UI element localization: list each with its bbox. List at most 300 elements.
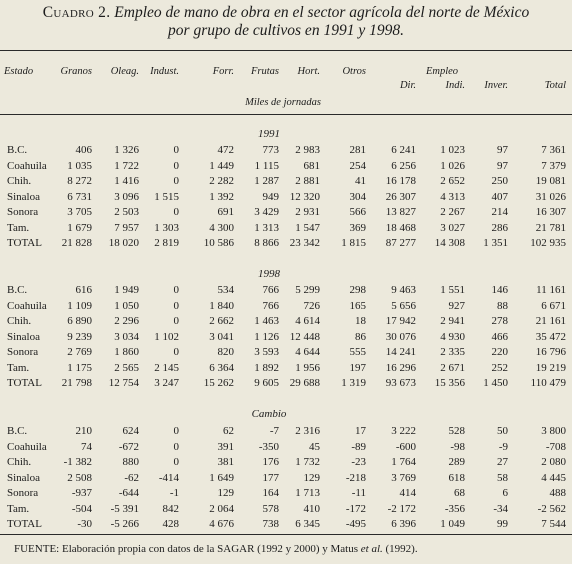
table-row — [0, 236, 572, 250]
state-cell: Coahuila — [7, 299, 47, 312]
cell-empleo-indi: 3 027 — [440, 221, 465, 234]
cell-inver: 214 — [491, 206, 508, 218]
cell-total: 488 — [549, 487, 566, 499]
cell-hort: 23 342 — [289, 237, 320, 249]
cell-inver: 220 — [491, 346, 508, 358]
cell-otros: -11 — [351, 487, 366, 499]
header-frutas: Frutas — [250, 66, 279, 77]
state-cell: Sonora — [7, 206, 39, 218]
header-dir: Dir. — [399, 80, 416, 91]
cell-total: 110 479 — [530, 377, 566, 389]
state-cell: B.C. — [7, 284, 28, 296]
cell-frutas: 949 — [262, 190, 279, 203]
cell-otros: 566 — [349, 206, 366, 218]
cell-indust: 842 — [162, 502, 179, 515]
cell-empleo-dir: 18 468 — [385, 221, 416, 234]
cell-empleo-dir: 17 942 — [385, 315, 416, 327]
cell-frutas: 177 — [262, 471, 279, 484]
cell-granos: 1 175 — [67, 361, 92, 374]
cell-forr: 1 649 — [209, 471, 234, 484]
state-cell: Chih. — [7, 175, 32, 187]
cell-forr: 391 — [217, 440, 234, 453]
header-hort: Hort. — [297, 66, 320, 77]
cell-hort: 29 688 — [289, 377, 320, 389]
cell-hort: 4 644 — [295, 346, 320, 358]
cell-indust: 0 — [173, 159, 179, 172]
cell-frutas: 3 429 — [254, 206, 279, 218]
table-row — [0, 455, 572, 469]
cell-hort: 6 345 — [295, 518, 320, 530]
cell-granos: -504 — [71, 502, 92, 515]
cell-forr: 534 — [217, 284, 234, 296]
cell-otros: 254 — [349, 159, 366, 172]
cell-total: 16 796 — [535, 346, 566, 358]
cell-frutas: 1 892 — [254, 361, 279, 374]
header-total: Total — [544, 80, 566, 91]
table-title: Empleo de mano de obra en el sector agrícola del norte de México — [114, 4, 530, 21]
cell-frutas: 1 313 — [254, 221, 279, 234]
cell-empleo-indi: 2 652 — [440, 175, 465, 187]
cell-inver: 1 351 — [483, 237, 508, 249]
table-row — [0, 205, 572, 219]
table-row — [0, 486, 572, 500]
table-row — [0, 299, 572, 313]
cell-oleag: 1 326 — [114, 144, 139, 156]
cell-granos: 210 — [75, 425, 92, 437]
cell-empleo-indi: 2 671 — [440, 361, 465, 374]
cell-indust: 0 — [173, 440, 179, 453]
cell-forr: 6 364 — [209, 361, 234, 374]
state-cell: TOTAL — [7, 377, 42, 389]
cell-forr: 4 300 — [209, 221, 234, 234]
cell-empleo-indi: 14 308 — [434, 237, 465, 249]
cell-hort: 1 956 — [295, 361, 320, 374]
state-cell: Sinaloa — [7, 330, 40, 343]
footnote-suffix: (1992). — [382, 543, 418, 555]
cell-granos: 1 109 — [67, 299, 92, 312]
cell-granos: 1 035 — [67, 159, 92, 172]
section-year: Cambio — [251, 408, 287, 420]
cell-empleo-indi: 68 — [454, 487, 465, 499]
cell-inver: 58 — [497, 471, 508, 484]
table-row — [0, 424, 572, 438]
cell-total: 2 080 — [541, 456, 566, 468]
header-oleag: Oleag. — [110, 66, 139, 77]
cell-frutas: 1 287 — [254, 175, 279, 187]
cell-inver: 146 — [491, 284, 508, 296]
cell-granos: 2 769 — [67, 346, 92, 358]
cell-oleag: 1 050 — [114, 299, 139, 312]
cell-frutas: 9 605 — [254, 377, 279, 389]
cell-forr: 2 282 — [209, 175, 234, 187]
cell-total: 31 026 — [535, 190, 566, 203]
cell-frutas: 766 — [262, 299, 279, 312]
cell-frutas: 1 126 — [254, 330, 279, 343]
table-label: Cuadro 2. — [42, 4, 111, 21]
cell-hort: 681 — [303, 159, 320, 172]
cell-inver: 6 — [502, 487, 508, 499]
cell-indust: -414 — [158, 471, 179, 484]
cell-hort: 12 320 — [289, 190, 320, 203]
cell-otros: 1 319 — [341, 377, 366, 389]
cell-oleag: 624 — [122, 425, 139, 437]
cell-empleo-dir: 87 277 — [385, 237, 416, 249]
cell-granos: 21 798 — [61, 377, 92, 389]
bottom-rule — [0, 534, 572, 535]
source-footnote — [14, 542, 418, 556]
cell-inver: 278 — [491, 315, 508, 327]
cell-otros: 304 — [349, 190, 366, 203]
cell-forr: 10 586 — [203, 237, 234, 249]
state-cell: B.C. — [7, 425, 28, 437]
cell-oleag: 1 949 — [114, 284, 139, 296]
cell-granos: 6 890 — [67, 315, 92, 327]
header-empleo: Empleo — [425, 66, 459, 77]
cell-indust: 1 102 — [154, 330, 179, 343]
cell-granos: 2 508 — [67, 471, 92, 484]
cell-indust: 428 — [162, 518, 179, 530]
cell-forr: 1 449 — [209, 159, 234, 172]
cell-empleo-dir: 16 178 — [385, 175, 416, 187]
cell-indust: 2 145 — [154, 361, 179, 374]
header-inver: Inver. — [484, 80, 508, 91]
table-title-line-1 — [0, 3, 572, 23]
header-units: Miles de jornadas — [245, 97, 321, 108]
cell-empleo-indi: 1 551 — [440, 284, 465, 296]
cell-inver: 97 — [497, 144, 508, 156]
cell-hort: 410 — [303, 502, 320, 515]
cell-empleo-dir: 3 222 — [391, 425, 416, 437]
cell-otros: -495 — [345, 518, 366, 530]
cell-empleo-indi: 289 — [448, 456, 465, 468]
cell-empleo-dir: 26 307 — [385, 190, 416, 203]
cell-frutas: 176 — [262, 456, 279, 468]
cell-hort: 1 713 — [295, 487, 320, 499]
cell-indust: 0 — [173, 456, 179, 468]
table-row — [0, 174, 572, 188]
cell-hort: 2 983 — [295, 144, 320, 156]
cell-indust: -1 — [169, 487, 179, 499]
table-row — [0, 283, 572, 297]
table-row — [0, 143, 572, 157]
cell-empleo-dir: 14 241 — [385, 346, 416, 358]
header-indi: Indi. — [445, 80, 465, 91]
cell-empleo-indi: -356 — [444, 502, 465, 515]
cell-total: 16 307 — [535, 206, 566, 218]
footnote-prefix: FUENTE: Elaboración propia con datos de la SAGAR (1992 y 2000) y Matus — [14, 543, 361, 555]
cell-total: -708 — [545, 440, 566, 453]
cell-indust: 3 247 — [154, 377, 179, 389]
cell-granos: 8 272 — [67, 175, 92, 187]
cell-empleo-indi: -98 — [450, 440, 465, 453]
cell-oleag: -62 — [124, 471, 139, 484]
cell-empleo-indi: 528 — [448, 425, 465, 437]
cell-oleag: -672 — [118, 440, 139, 453]
cell-oleag: 2 565 — [114, 361, 139, 374]
cell-indust: 0 — [173, 206, 179, 218]
cell-granos: 74 — [81, 440, 92, 453]
cell-total: 35 472 — [535, 330, 566, 343]
cell-indust: 0 — [173, 175, 179, 187]
section-year: 1991 — [258, 128, 280, 140]
cell-otros: -218 — [345, 471, 366, 484]
cell-oleag: 2 503 — [114, 206, 139, 218]
state-cell: Sonora — [7, 346, 39, 358]
cell-forr: 381 — [217, 456, 234, 468]
state-cell: Tam. — [7, 221, 30, 234]
cell-inver: -34 — [493, 502, 508, 515]
cell-indust: 0 — [173, 144, 179, 156]
cell-oleag: 3 096 — [114, 190, 139, 203]
cell-hort: 2 881 — [295, 175, 320, 187]
cell-inver: 252 — [491, 361, 508, 374]
cell-empleo-indi: 4 930 — [440, 330, 465, 343]
cell-empleo-indi: 1 023 — [440, 144, 465, 156]
top-rule — [0, 50, 572, 51]
cell-total: 11 161 — [536, 284, 566, 296]
cell-total: 4 445 — [541, 471, 566, 484]
cell-oleag: 3 034 — [114, 330, 139, 343]
cell-oleag: -5 266 — [110, 518, 139, 530]
state-cell: Sonora — [7, 487, 39, 499]
cell-hort: 129 — [303, 471, 320, 484]
state-cell: Tam. — [7, 502, 30, 515]
cell-frutas: -7 — [269, 425, 279, 437]
cell-indust: 2 819 — [154, 237, 179, 249]
cell-hort: 12 448 — [289, 330, 320, 343]
cell-granos: -30 — [77, 518, 92, 530]
cell-otros: -23 — [351, 456, 366, 468]
cell-oleag: 18 020 — [108, 237, 139, 249]
cell-inver: 97 — [497, 159, 508, 172]
cell-total: 21 161 — [535, 315, 566, 327]
cell-empleo-indi: 1 026 — [440, 159, 465, 172]
table-row — [0, 221, 572, 235]
cell-frutas: 766 — [262, 284, 279, 296]
header-indust: Indust. — [150, 66, 179, 77]
state-cell: B.C. — [7, 144, 28, 156]
cell-empleo-dir: 13 827 — [385, 206, 416, 218]
cell-otros: -172 — [345, 502, 366, 515]
cell-oleag: 1 860 — [114, 346, 139, 358]
cell-empleo-dir: -2 172 — [387, 502, 416, 515]
cell-frutas: -350 — [258, 440, 279, 453]
cell-inver: 250 — [491, 175, 508, 187]
cell-frutas: 8 866 — [254, 237, 279, 249]
cell-inver: 286 — [491, 221, 508, 234]
cell-indust: 0 — [173, 315, 179, 327]
cell-empleo-indi: 927 — [448, 299, 465, 312]
cell-empleo-dir: 414 — [399, 487, 416, 499]
cell-forr: 129 — [217, 487, 234, 499]
cell-granos: 616 — [75, 284, 92, 296]
cell-frutas: 1 115 — [254, 159, 279, 172]
cell-granos: 6 731 — [67, 190, 92, 203]
cell-indust: 1 515 — [154, 190, 179, 203]
cell-oleag: 7 957 — [114, 221, 139, 234]
table-row — [0, 361, 572, 375]
table-row — [0, 471, 572, 485]
cell-empleo-dir: 93 673 — [385, 377, 416, 389]
cell-empleo-indi: 15 356 — [434, 377, 465, 389]
cell-total: 6 671 — [541, 299, 566, 312]
cell-total: 7 379 — [541, 159, 566, 172]
cell-otros: 41 — [355, 175, 366, 187]
table-row — [0, 345, 572, 359]
table-row — [0, 314, 572, 328]
cell-frutas: 3 593 — [254, 346, 279, 358]
cell-otros: 555 — [349, 346, 366, 358]
cell-hort: 5 299 — [295, 284, 320, 296]
cell-otros: 86 — [355, 330, 366, 343]
cell-forr: 15 262 — [203, 377, 234, 389]
state-cell: Chih. — [7, 456, 32, 468]
cell-oleag: 2 296 — [114, 315, 139, 327]
cell-inver: 27 — [497, 456, 508, 468]
cell-hort: 4 614 — [295, 315, 320, 327]
cell-otros: 281 — [349, 144, 366, 156]
cell-total: 21 781 — [535, 221, 566, 234]
cell-total: -2 562 — [537, 502, 566, 515]
header-estado: Estado — [4, 66, 34, 77]
cell-granos: 3 705 — [67, 206, 92, 218]
table-row — [0, 517, 572, 531]
cell-hort: 1 547 — [295, 221, 320, 234]
table-row — [0, 330, 572, 344]
cell-inver: 1 450 — [483, 377, 508, 389]
cell-forr: 2 064 — [209, 502, 234, 515]
state-cell: TOTAL — [7, 237, 42, 249]
table-row — [0, 159, 572, 173]
table-row — [0, 376, 572, 390]
cell-frutas: 738 — [262, 518, 279, 530]
cell-hort: 45 — [309, 440, 320, 453]
cell-empleo-indi: 2 267 — [440, 206, 465, 218]
cell-total: 19 219 — [535, 361, 566, 374]
cell-otros: 165 — [349, 299, 366, 312]
state-cell: Tam. — [7, 361, 30, 374]
cell-frutas: 164 — [262, 487, 279, 499]
cell-hort: 2 316 — [295, 425, 320, 437]
cell-indust: 0 — [173, 425, 179, 437]
cell-indust: 0 — [173, 346, 179, 358]
state-cell: Sinaloa — [7, 190, 40, 203]
cell-forr: 3 041 — [209, 330, 234, 343]
cell-otros: -89 — [351, 440, 366, 453]
header-rule — [0, 114, 572, 115]
cell-hort: 726 — [303, 299, 320, 312]
cell-empleo-indi: 2 335 — [440, 346, 465, 358]
cell-total: 3 800 — [541, 425, 566, 437]
cell-otros: 369 — [349, 221, 366, 234]
cell-granos: 406 — [75, 144, 92, 156]
cell-forr: 1 392 — [209, 190, 234, 203]
cell-oleag: 1 722 — [114, 159, 139, 172]
cell-empleo-dir: 1 764 — [391, 456, 416, 468]
cell-otros: 298 — [349, 284, 366, 296]
cell-oleag: 1 416 — [114, 175, 139, 187]
cell-forr: 4 676 — [209, 518, 234, 530]
cell-forr: 820 — [217, 346, 234, 358]
state-cell: Chih. — [7, 315, 32, 327]
state-cell: TOTAL — [7, 518, 42, 530]
cell-hort: 2 931 — [295, 206, 320, 218]
table-row — [0, 440, 572, 454]
cell-frutas: 1 463 — [254, 315, 279, 327]
header-forr: Forr. — [212, 66, 234, 77]
cell-forr: 2 662 — [209, 315, 234, 327]
cell-oleag: 12 754 — [108, 377, 139, 389]
cell-forr: 472 — [217, 144, 234, 156]
cell-empleo-dir: 5 656 — [391, 299, 416, 312]
cell-total: 7 544 — [541, 518, 566, 530]
cell-granos: -937 — [71, 487, 92, 499]
cell-oleag: -5 391 — [110, 502, 139, 515]
cell-inver: 88 — [497, 299, 508, 312]
cell-indust: 1 303 — [154, 221, 179, 234]
state-cell: Coahuila — [7, 440, 47, 453]
cell-inver: 466 — [491, 330, 508, 343]
cell-granos: 21 828 — [61, 237, 92, 249]
cell-empleo-dir: 6 396 — [391, 518, 416, 530]
cell-indust: 0 — [173, 284, 179, 296]
cell-frutas: 578 — [262, 502, 279, 515]
cell-empleo-indi: 1 049 — [440, 518, 465, 530]
cell-otros: 1 815 — [341, 237, 366, 249]
cell-otros: 197 — [349, 361, 366, 374]
cell-granos: -1 382 — [63, 456, 92, 468]
cell-otros: 18 — [355, 315, 366, 327]
cell-empleo-dir: -600 — [395, 440, 416, 453]
footnote-etal: et al. — [360, 543, 383, 555]
cell-empleo-dir: 3 769 — [391, 471, 416, 484]
table-row — [0, 190, 572, 204]
cell-total: 7 361 — [541, 144, 566, 156]
header-granos: Granos — [60, 66, 92, 77]
cell-total: 102 935 — [530, 237, 566, 249]
cell-empleo-dir: 6 256 — [391, 159, 416, 172]
cell-empleo-dir: 30 076 — [385, 330, 416, 343]
cell-inver: -9 — [498, 440, 508, 453]
cell-empleo-dir: 6 241 — [391, 144, 416, 156]
cell-forr: 1 840 — [209, 299, 234, 312]
cell-otros: 17 — [355, 425, 366, 437]
cell-empleo-indi: 2 941 — [440, 315, 465, 327]
cell-granos: 1 679 — [67, 221, 92, 234]
cell-granos: 9 239 — [67, 330, 92, 343]
cell-oleag: -644 — [118, 487, 139, 499]
cell-frutas: 773 — [262, 144, 279, 156]
cell-inver: 407 — [491, 190, 508, 203]
state-cell: Sinaloa — [7, 471, 40, 484]
section-year: 1998 — [258, 268, 280, 280]
cell-empleo-dir: 16 296 — [385, 361, 416, 374]
cell-oleag: 880 — [122, 456, 139, 468]
cell-indust: 0 — [173, 299, 179, 312]
cell-empleo-indi: 4 313 — [440, 190, 465, 203]
cell-forr: 62 — [223, 425, 234, 437]
cell-empleo-indi: 618 — [448, 471, 465, 484]
state-cell: Coahuila — [7, 159, 47, 172]
cell-forr: 691 — [217, 206, 234, 218]
cell-inver: 99 — [497, 518, 508, 530]
table-row — [0, 502, 572, 516]
cell-inver: 50 — [497, 425, 508, 437]
header-otros: Otros — [342, 66, 366, 77]
cell-empleo-dir: 9 463 — [391, 284, 416, 296]
table-title-line-2: por grupo de cultivos en 1991 y 1998. — [168, 22, 404, 39]
cell-total: 19 081 — [535, 175, 566, 187]
